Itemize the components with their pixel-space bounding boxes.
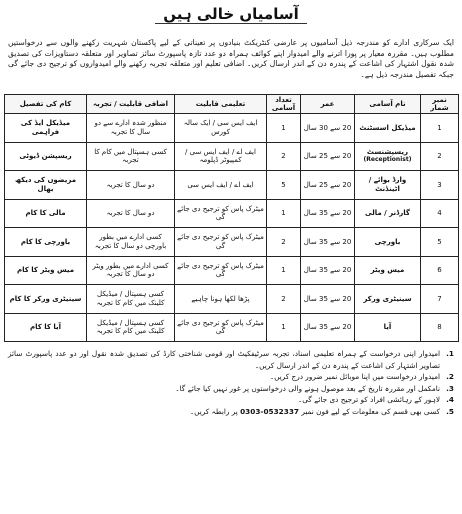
experience: منظور شدہ ادارے سے دو سال کا تجربہ	[87, 114, 175, 143]
notes-list	[8, 348, 454, 418]
age-range: 20 سے 35 سال	[301, 256, 355, 285]
post-count: 2	[267, 142, 301, 171]
note-text: لاہور کے رہائشی افراد کو ترجیح دی جائے گی۔	[297, 395, 440, 405]
header-duties: کام کی تفصیل	[5, 95, 87, 114]
duties: آیا کا کام	[5, 313, 87, 342]
post-count: 2	[267, 228, 301, 257]
age-range: 20 سے 30 سال	[301, 114, 355, 143]
qualification: میٹرک پاس کو ترجیح دی جائے گی	[175, 199, 267, 228]
age-range: 20 سے 35 سال	[301, 199, 355, 228]
intro-paragraph: ایک سرکاری ادارے کو مندرجہ ذیل آسامیوں پر عارضی کنٹریکٹ بنیادوں پر تعیناتی کے لیے پاکستان شہریت رکھنے والوں سے درخواستیں مطلوب ہیں۔ مقررہ معیار پر پورا اترنے والے امیدوار اپنے کوائف ہمراہ دو عدد تازہ پاسپورٹ سائز تصاویر اور متعلقہ دستاویزات کی تصدیق شدہ نقول اشتہار کی اشاعت کے پندرہ دن کے اندر ارسال کریں۔ اضافی تعلیم اور متعلقہ تجربہ رکھنے والے امیدواروں کو ترجیح دی جائے گی جبکہ تفصیل مندرجہ ذیل ہے۔	[8, 38, 454, 79]
row-number: 5	[421, 228, 459, 257]
experience: کسی ہسپتال میں کام کا تجربہ	[87, 142, 175, 171]
row-number: 1	[421, 114, 459, 143]
post-count: 1	[267, 114, 301, 143]
list-item	[8, 383, 454, 395]
post-count: 1	[267, 313, 301, 342]
title-area	[4, 4, 458, 30]
header-qualification: تعلیمی قابلیت	[175, 95, 267, 114]
note-text: امیدوار اپنی درخواست کے ہمراہ تعلیمی اسناد، تجربہ سرٹیفکیٹ اور قومی شناختی کارڈ کی تصدیق شدہ نقول اور دو عدد پاسپورٹ سائز تصاویر اشتہار کی اشاعت کے پندرہ دن کے اندر ارسال کریں۔	[8, 349, 440, 370]
note-number: 1.	[446, 349, 454, 358]
vacancies-table	[4, 94, 459, 342]
age-range: 20 سے 35 سال	[301, 285, 355, 314]
post-name: ریسپشنسٹ (Receptionist)	[355, 142, 421, 171]
duties: باورچی کا کام	[5, 228, 87, 257]
post-count: 1	[267, 199, 301, 228]
duties: مریضوں کی دیکھ بھال	[5, 171, 87, 200]
note-text: امیدوار درخواست میں اپنا موبائل نمبر ضرور درج کریں۔	[269, 372, 440, 382]
age-range: 20 سے 35 سال	[301, 313, 355, 342]
note-number: 5.	[446, 406, 454, 416]
note-number: 3.	[446, 383, 454, 393]
list-item	[8, 406, 454, 418]
table-row	[5, 171, 459, 200]
note-number: 2.	[446, 372, 454, 382]
table-row	[5, 313, 459, 342]
row-number: 8	[421, 313, 459, 342]
post-name: سینیٹری ورکر	[355, 285, 421, 314]
qualification: میٹرک پاس کو ترجیح دی جائے گی	[175, 256, 267, 285]
header-age: عمر	[301, 95, 355, 114]
qualification: ایف اے / ایف ایس سی / کمپیوٹر ڈپلومہ	[175, 142, 267, 171]
note-number: 4.	[446, 395, 454, 405]
row-number: 7	[421, 285, 459, 314]
post-name: گارڈنر / مالی	[355, 199, 421, 228]
list-item	[8, 348, 454, 371]
qualification: ایف ایس سی / ایک سالہ کورس	[175, 114, 267, 143]
header-experience: اضافی قابلیت / تجربہ	[87, 95, 175, 114]
experience: کسی ادارے میں بطور باورچی دو سال کا تجربہ	[87, 228, 175, 257]
experience: کسی ہسپتال / میڈیکل کلینک میں کام کا تجربہ	[87, 313, 175, 342]
post-count: 2	[267, 285, 301, 314]
post-name: باورچی	[355, 228, 421, 257]
experience: دو سال کا تجربہ	[87, 171, 175, 200]
duties: مالی کا کام	[5, 199, 87, 228]
post-name: آیا	[355, 313, 421, 342]
experience: دو سال کا تجربہ	[87, 199, 175, 228]
table-row	[5, 114, 459, 143]
page-title: آسامیاں خالی ہیں	[155, 5, 306, 24]
header-serial: نمبر شمار	[421, 95, 459, 114]
table-row	[5, 142, 459, 171]
header-post: نام آسامی	[355, 95, 421, 114]
table-row	[5, 256, 459, 285]
table-header-row	[5, 95, 459, 114]
list-item	[8, 371, 454, 383]
job-advertisement	[4, 4, 458, 506]
duties: سینیٹری ورکر کا کام	[5, 285, 87, 314]
note-text: کسی بھی قسم کی معلومات کے لیے فون نمبر 0303-0532337 پر رابطہ کریں۔	[189, 406, 440, 416]
age-range: 20 سے 25 سال	[301, 171, 355, 200]
experience: کسی ادارے میں بطور ویٹر دو سال کا تجربہ	[87, 256, 175, 285]
post-name: وارڈ بوائے / اٹینڈنٹ	[355, 171, 421, 200]
duties: میس ویٹر کا کام	[5, 256, 87, 285]
post-count: 1	[267, 256, 301, 285]
qualification: میٹرک پاس کو ترجیح دی جائے گی	[175, 228, 267, 257]
qualification: ایف اے / ایف ایس سی	[175, 171, 267, 200]
qualification: پڑھا لکھا ہونا چاہیے	[175, 285, 267, 314]
row-number: 2	[421, 142, 459, 171]
table-row	[5, 199, 459, 228]
table-row	[5, 285, 459, 314]
list-item	[8, 394, 454, 406]
post-count: 5	[267, 171, 301, 200]
header-count: تعداد آسامی	[267, 95, 301, 114]
row-number: 4	[421, 199, 459, 228]
experience: کسی ہسپتال / میڈیکل کلینک میں کام کا تجربہ	[87, 285, 175, 314]
duties: میڈیکل ایڈ کی فراہمی	[5, 114, 87, 143]
row-number: 6	[421, 256, 459, 285]
note-text: نامکمل اور مقررہ تاریخ کے بعد موصول ہونے والی درخواستوں پر غور نہیں کیا جائے گا۔	[175, 383, 440, 393]
row-number: 3	[421, 171, 459, 200]
age-range: 20 سے 35 سال	[301, 228, 355, 257]
contact-phone: 0303-0532337	[240, 406, 299, 416]
table-row	[5, 228, 459, 257]
post-name: میڈیکل اسسٹنٹ	[355, 114, 421, 143]
age-range: 20 سے 25 سال	[301, 142, 355, 171]
duties: ریسپشن ڈیوٹی	[5, 142, 87, 171]
qualification: میٹرک پاس کو ترجیح دی جائے گی	[175, 313, 267, 342]
post-name: میس ویٹر	[355, 256, 421, 285]
